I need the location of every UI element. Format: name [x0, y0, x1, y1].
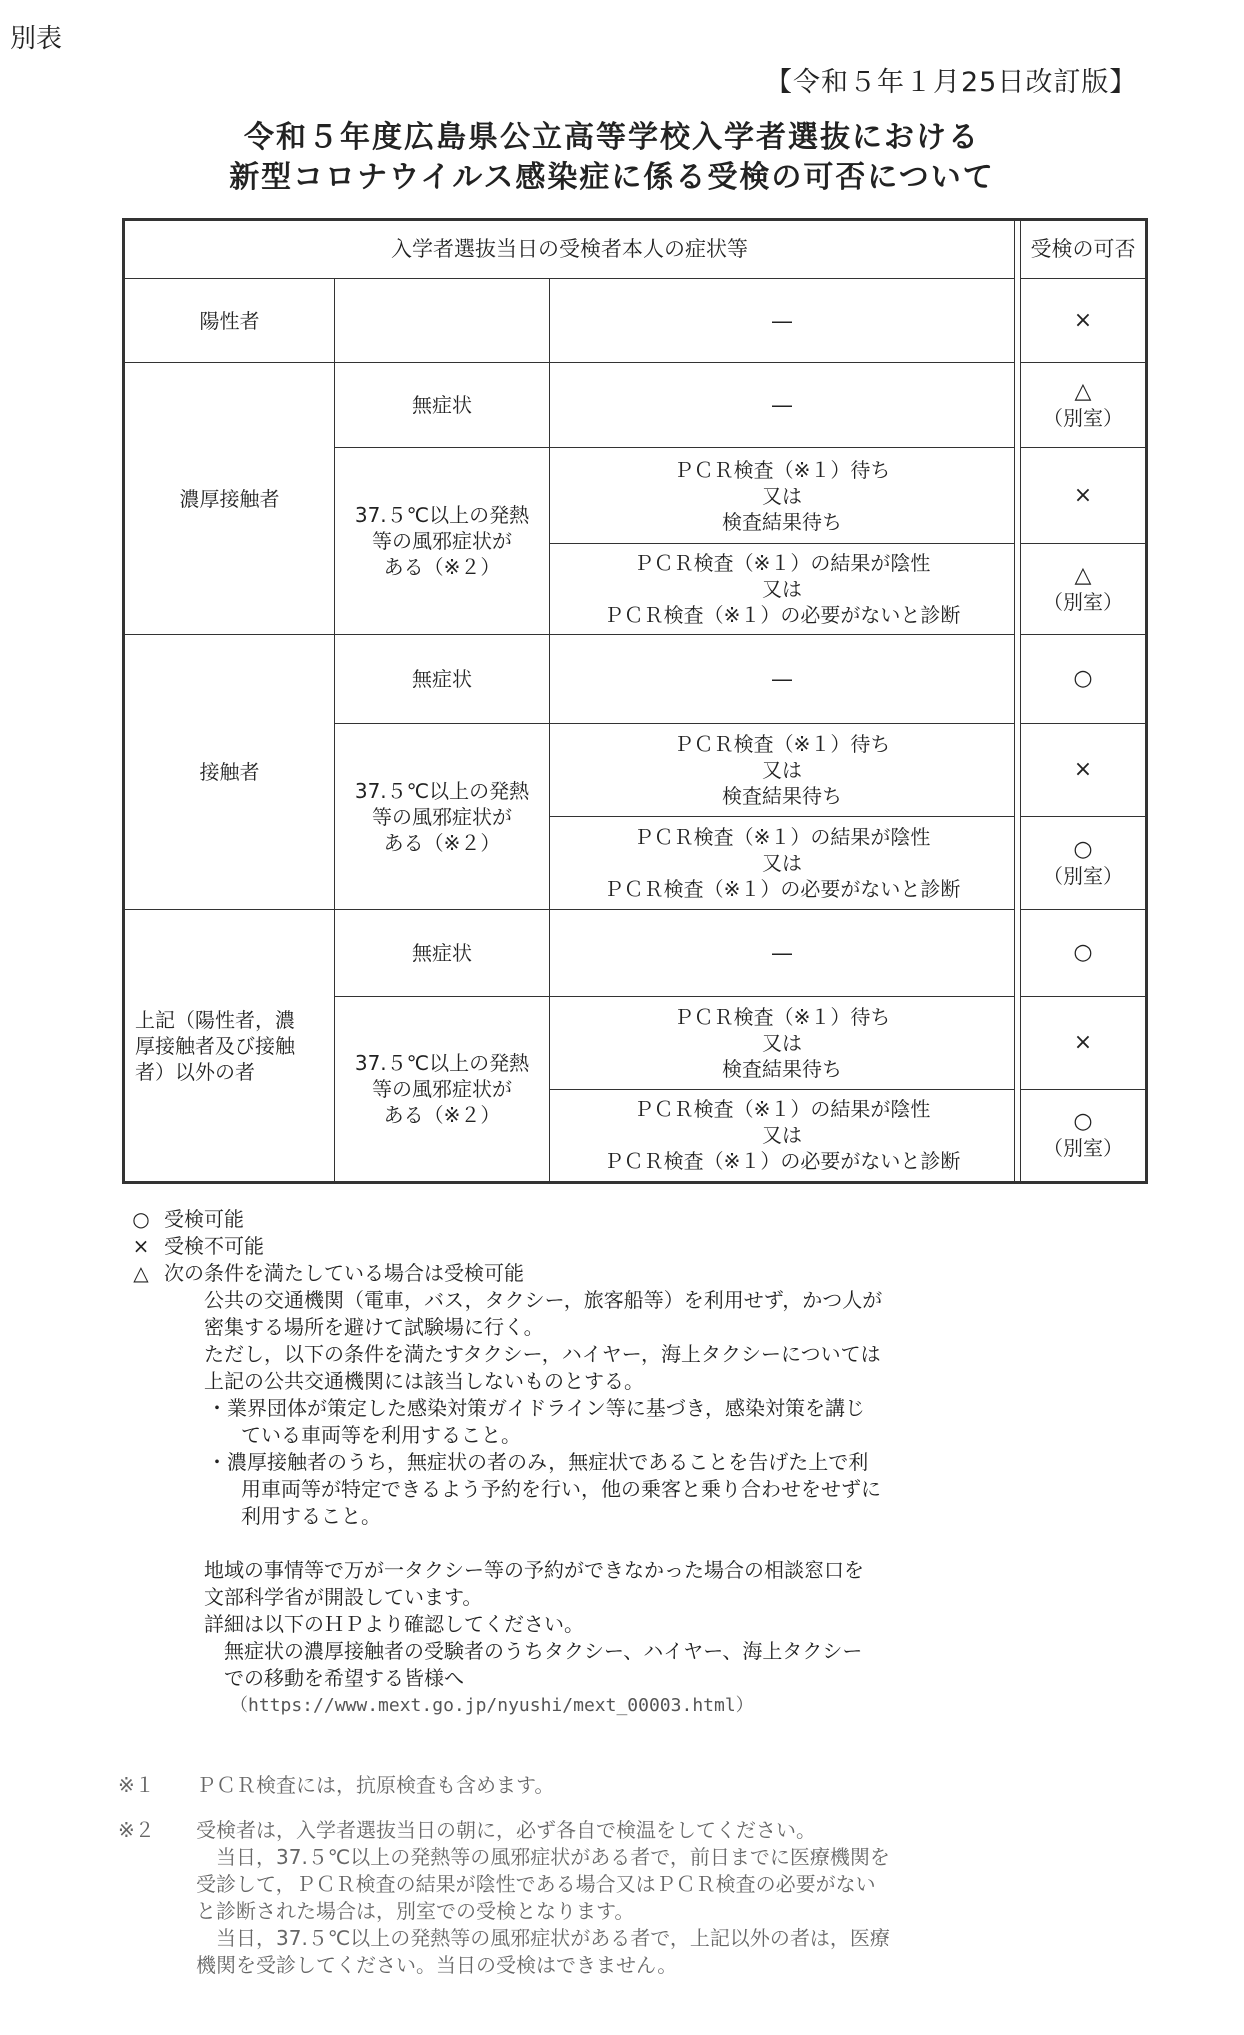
legend-triangle-text: 次の条件を満たしている場合は受検可能	[164, 1261, 524, 1285]
footnote-1-text: ＰＣＲ検査には，抗原検査も含めます。	[196, 1773, 555, 1797]
annex-label: 別表	[10, 24, 63, 54]
mext-url: （https://www.mext.go.jp/nyushi/mext_00003.html）	[230, 1695, 754, 1716]
positive-symptom-empty	[335, 278, 550, 363]
circle-icon: ○	[132, 1207, 150, 1231]
triangle-icon: △	[133, 1261, 149, 1285]
result-mark: △	[1074, 563, 1092, 589]
contact-result-1	[1021, 635, 1147, 724]
contact-detail-1: ―	[550, 635, 1015, 724]
result-mark: ×	[1073, 482, 1093, 508]
close-contact-fever: 37.５℃以上の発熱 等の風邪症状が ある（※２）	[335, 448, 550, 635]
table-row	[124, 910, 1147, 997]
close-contact-result-2	[1021, 448, 1147, 544]
result-mark: ×	[1073, 307, 1093, 333]
result-mark: ○	[1073, 1109, 1093, 1135]
table-row	[124, 278, 1147, 363]
others-asymptomatic: 無症状	[335, 910, 550, 997]
table-row	[124, 363, 1147, 448]
footnote-1-key: ※１	[118, 1773, 155, 1797]
others-detail-2: ＰＣＲ検査（※１）待ち 又は 検査結果待ち	[550, 996, 1015, 1089]
contact-asymptomatic: 無症状	[335, 635, 550, 724]
close-contact-asymptomatic: 無症状	[335, 363, 550, 448]
contact-detail-2: ＰＣＲ検査（※１）待ち 又は 検査結果待ち	[550, 724, 1015, 817]
condition-bullet-1: ・業界団体が策定した感染対策ガイドライン等に基づき，感染対策を講じ ている車両等を利用すること。	[207, 1396, 865, 1447]
cross-icon: ×	[132, 1234, 150, 1258]
result-mark: △	[1074, 379, 1092, 405]
result-note: （別室）	[1043, 590, 1124, 615]
close-contact-result-1	[1021, 363, 1147, 448]
category-close-contact: 濃厚接触者	[124, 363, 335, 635]
close-contact-detail-1: ―	[550, 363, 1015, 448]
footnote-1	[118, 1772, 1048, 1799]
legend-cross-text: 受検不可能	[164, 1234, 264, 1258]
footnote-2-key: ※２	[118, 1818, 155, 1842]
contact-detail-3: ＰＣＲ検査（※１）の結果が陰性 又は ＰＣＲ検査（※１）の必要がないと診断	[550, 817, 1015, 910]
contact-result-2	[1021, 724, 1147, 817]
legend-circle	[118, 1206, 1048, 1233]
contact-fever: 37.５℃以上の発熱 等の風邪症状が ある（※２）	[335, 724, 550, 910]
category-contact: 接触者	[124, 635, 335, 910]
category-positive: 陽性者	[124, 278, 335, 363]
contact-result-3	[1021, 817, 1147, 910]
result-note: （別室）	[1043, 1136, 1124, 1161]
consultation-info: 地域の事情等で万が一タクシー等の予約ができなかった場合の相談窓口を 文部科学省が開設しています。 詳細は以下のＨＰより確認してください。	[204, 1558, 864, 1636]
positive-result	[1021, 278, 1147, 363]
header-result: 受検の可否	[1021, 220, 1147, 279]
legend-cross	[118, 1233, 1048, 1260]
revision-label: 【令和５年１月25日改訂版】	[765, 67, 1138, 98]
others-result-1	[1021, 910, 1147, 997]
footnote-2	[118, 1817, 1048, 1979]
exam-eligibility-table	[122, 218, 1148, 1184]
header-symptoms: 入学者選抜当日の受検者本人の症状等	[124, 220, 1015, 279]
result-mark: ×	[1073, 1029, 1093, 1055]
result-mark: ○	[1073, 837, 1093, 863]
legend-circle-text: 受検可能	[164, 1207, 244, 1231]
footnotes	[118, 1772, 1048, 1997]
others-result-2	[1021, 996, 1147, 1089]
result-mark: ×	[1073, 757, 1093, 783]
table-row	[124, 635, 1147, 724]
transport-condition: 公共の交通機関（電車，バス，タクシー，旅客船等）を利用せず，かつ人が 密集する場所を避けて試験場に行く。 ただし，以下の条件を満たすタクシー，ハイヤー，海上タクシーについては 上記の公共交通機関には該当しないものとする。	[204, 1288, 883, 1393]
result-note: （別室）	[1043, 864, 1124, 889]
others-detail-1: ―	[550, 910, 1015, 997]
legend	[118, 1206, 1048, 1719]
title-line-1: 令和５年度広島県公立高等学校入学者選抜における	[244, 120, 980, 155]
close-contact-result-3	[1021, 544, 1147, 635]
close-contact-detail-3: ＰＣＲ検査（※１）の結果が陰性 又は ＰＣＲ検査（※１）の必要がないと診断	[550, 544, 1015, 635]
table-header-row	[124, 220, 1147, 279]
others-detail-3: ＰＣＲ検査（※１）の結果が陰性 又は ＰＣＲ検査（※１）の必要がないと診断	[550, 1089, 1015, 1182]
close-contact-detail-2: ＰＣＲ検査（※１）待ち 又は 検査結果待ち	[550, 448, 1015, 544]
others-fever: 37.５℃以上の発熱 等の風邪症状が ある（※２）	[335, 996, 550, 1182]
positive-detail: ―	[550, 278, 1015, 363]
document-title	[0, 118, 1244, 198]
others-result-3	[1021, 1089, 1147, 1182]
legend-triangle	[118, 1260, 1048, 1287]
title-line-2: 新型コロナウイルス感染症に係る受検の可否について	[229, 160, 995, 195]
result-mark: ○	[1073, 940, 1093, 966]
footnote-2-text: 受検者は，入学者選抜当日の朝に，必ず各自で検温をしてください。 当日，37.５℃以上の発熱等の風邪症状がある者で，前日までに医療機関を 受診して，ＰＣＲ検査の結果が陰性である場合又はＰＣＲ検査の必要がない と診断された場合は，別室での受検となります。 当日，37.５℃以上の発熱等の風邪症状がある者で，上記以外の者は，医療 機関を受診してください。当日の受検はできません。	[196, 1818, 890, 1977]
result-note: （別室）	[1043, 406, 1124, 431]
result-mark: ○	[1073, 666, 1093, 692]
condition-bullet-2: ・濃厚接触者のうち，無症状の者のみ，無症状であることを告げた上で利 用車両等が特定できるよう予約を行い，他の乗客と乗り合わせをせずに 利用すること。	[207, 1450, 881, 1528]
category-others: 上記（陽性者，濃 厚接触者及び接触 者）以外の者	[124, 910, 335, 1183]
consultation-link-title: 無症状の濃厚接触者の受験者のうちタクシー、ハイヤー、海上タクシー での移動を希望する皆様へ	[224, 1639, 863, 1690]
